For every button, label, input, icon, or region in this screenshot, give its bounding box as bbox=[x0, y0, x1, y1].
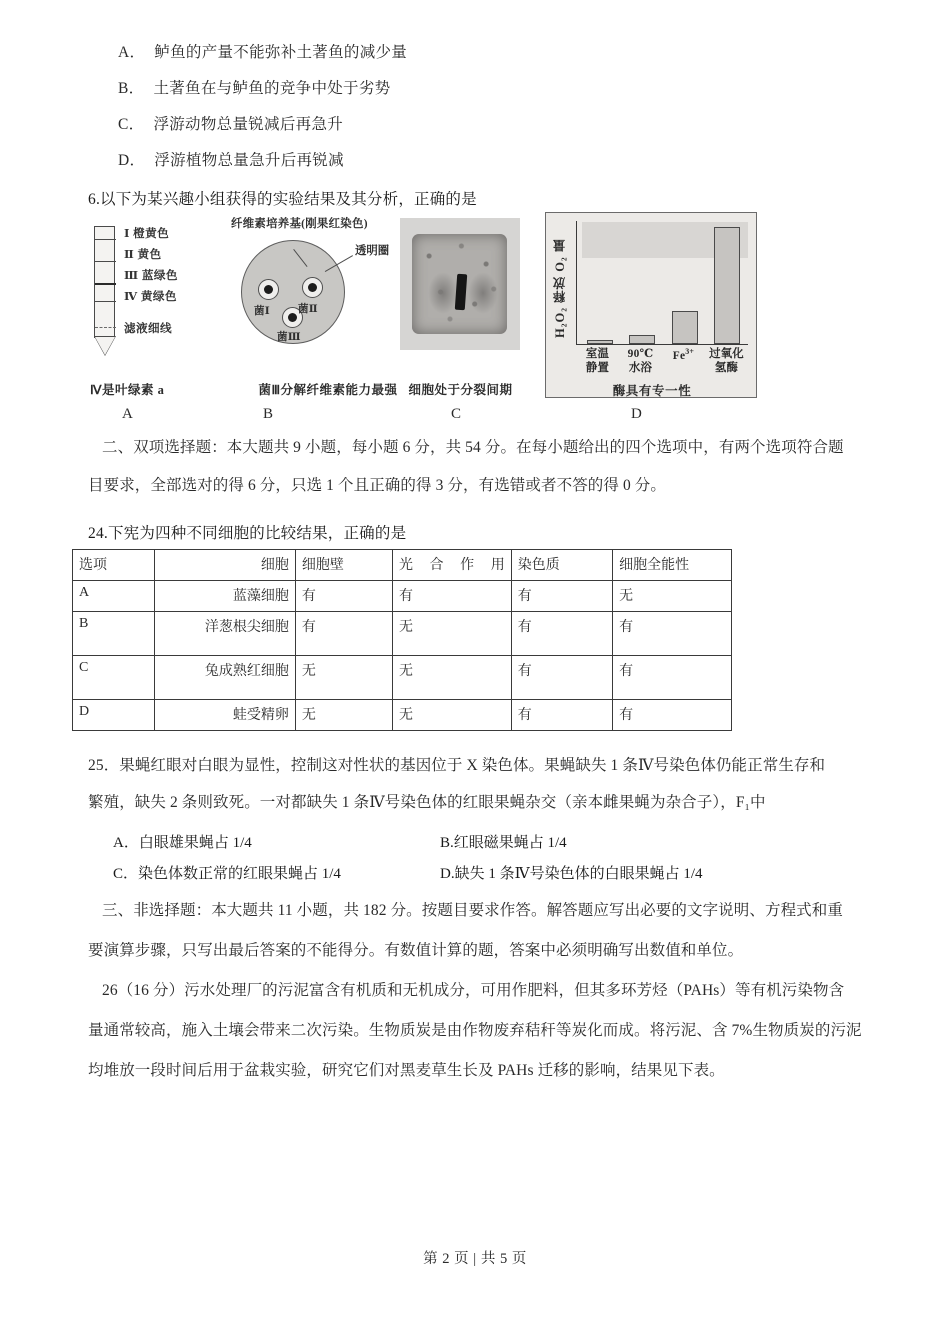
figure-panel-c bbox=[388, 212, 533, 398]
td-photosynthesis: 无 bbox=[392, 612, 511, 656]
option-letter: D． bbox=[118, 152, 146, 169]
td-chromatin: 有 bbox=[511, 656, 612, 700]
colony-icon bbox=[258, 279, 279, 300]
bar-catalase bbox=[714, 227, 740, 343]
band-name: 黄色 bbox=[137, 248, 162, 261]
figure-letter-b: B bbox=[263, 406, 274, 422]
colony-label: 菌Ⅰ bbox=[254, 306, 271, 317]
medium-label: 纤维素培养基(刚果红染色) bbox=[231, 218, 368, 230]
band-roman: Ⅲ bbox=[124, 269, 139, 282]
table-row bbox=[73, 700, 732, 731]
question26-line-3: 均堆放一段时间后用于盆栽实验，研究它们对黑麦草生长及 PAHs 迁移的影响，结果见下表。 bbox=[88, 1062, 725, 1079]
table-row bbox=[73, 656, 732, 700]
td-totipotency: 有 bbox=[613, 656, 732, 700]
td-option: D bbox=[73, 700, 155, 731]
x-tick: 90℃ 水浴 bbox=[627, 348, 654, 375]
td-cell: 蛙受精卵 bbox=[155, 700, 295, 731]
th-chromatin: 染色质 bbox=[511, 550, 612, 581]
option-letter: A． bbox=[118, 44, 146, 61]
option-b: B.红眼磁果蝇占 1/4 bbox=[440, 835, 567, 851]
question24-table bbox=[72, 549, 732, 731]
x-tick: 室温 静置 bbox=[585, 348, 610, 375]
td-photosynthesis: 无 bbox=[392, 656, 511, 700]
question26-line-1: 26（16 分）污水处理厂的污泥富含有机质和无机成分，可用作肥料，但其多环芳烃（PAHs）等有机污染物含 bbox=[102, 982, 845, 999]
question25 bbox=[88, 758, 888, 891]
td-photosynthesis: 有 bbox=[392, 581, 511, 612]
question25-options bbox=[88, 831, 888, 891]
td-cell: 蓝藻细胞 bbox=[155, 581, 295, 612]
colony-label: 菌Ⅲ bbox=[277, 332, 301, 343]
td-totipotency: 有 bbox=[613, 612, 732, 656]
panel-a-caption: Ⅳ是叶绿素 a bbox=[90, 383, 165, 397]
chart-x-tick-labels bbox=[576, 347, 748, 376]
option-text: 土著鱼在与鲈鱼的竞争中处于劣势 bbox=[153, 80, 391, 97]
band-roman: Ⅰ bbox=[124, 227, 130, 240]
question24-stem: 24.下宪为四种不同细胞的比较结果，正确的是 bbox=[88, 525, 407, 542]
option-d: D.缺失 1 条Ⅳ号染色体的白眼果蝇占 1/4 bbox=[440, 866, 703, 882]
td-totipotency: 无 bbox=[613, 581, 732, 612]
option-text: 浮游植物总量急升后再锐减 bbox=[154, 152, 344, 169]
micrograph-image bbox=[400, 218, 520, 350]
td-cell-wall: 有 bbox=[295, 612, 392, 656]
bar-fe3 bbox=[672, 311, 698, 344]
td-cell-wall: 有 bbox=[295, 581, 392, 612]
option-row bbox=[118, 153, 818, 169]
td-option: A bbox=[73, 581, 155, 612]
chart-bars bbox=[579, 222, 748, 344]
th-cell: 细胞 bbox=[155, 550, 295, 581]
figure-letter-a: A bbox=[122, 406, 133, 422]
question6-figure bbox=[88, 212, 768, 398]
td-chromatin: 有 bbox=[511, 700, 612, 731]
band-name: 黄绿色 bbox=[140, 290, 177, 303]
td-cell-wall: 无 bbox=[295, 700, 392, 731]
section-3-line-2: 要演算步骤，只写出最后答案的不能得分。有数值计算的题，答案中必须明确写出数值和单位。 bbox=[88, 941, 744, 959]
question25-line-1: 25．果蝇红眼对白眼为显性，控制这对性状的基因位于 X 染色体。果蝇缺失 1 条Ⅳ号染色体仍能正常生存和 bbox=[88, 757, 826, 774]
table-row bbox=[73, 581, 732, 612]
option-row bbox=[118, 45, 818, 61]
figure-letter-d: D bbox=[631, 406, 642, 422]
th-cell-wall: 细胞壁 bbox=[295, 550, 392, 581]
enzyme-bar-chart bbox=[545, 212, 757, 398]
option-c: C．染色体数正常的红眼果蝇占 1/4 bbox=[113, 866, 341, 882]
td-cell: 洋葱根尖细胞 bbox=[155, 612, 295, 656]
section-2-instructions bbox=[88, 440, 878, 515]
bar-room-temp bbox=[587, 340, 613, 343]
option-letter: B． bbox=[118, 80, 145, 97]
section-3-line-1: 三、非选择题：本大题共 11 小题，共 182 分。按题目要求作答。解答题应写出必要的文字说明、方程式和重 bbox=[102, 902, 843, 919]
panel-c-caption: 细胞处于分裂间期 bbox=[408, 383, 513, 397]
figure-letter-c: C bbox=[451, 406, 462, 422]
question5-options bbox=[118, 45, 818, 189]
td-chromatin: 有 bbox=[511, 581, 612, 612]
th-option: 选项 bbox=[73, 550, 155, 581]
petri-dish-icon bbox=[241, 240, 345, 344]
option-a: A．白眼雄果蝇占 1/4 bbox=[113, 835, 252, 851]
td-cell: 兔成熟红细胞 bbox=[155, 656, 295, 700]
question26-line-2: 量通常较高，施入土壤会带来二次污染。生物质炭是由作物废弃秸秆等炭化而成。将污泥、含 7%生物质炭的污泥 bbox=[88, 1022, 862, 1039]
chart-axes bbox=[576, 221, 748, 345]
band-name: 蓝绿色 bbox=[141, 269, 178, 282]
table-header-row bbox=[73, 550, 732, 581]
th-totipotency: 细胞全能性 bbox=[613, 550, 732, 581]
section-2-line-2: 目要求，全部选对的得 6 分，只选 1 个且正确的得 3 分，有选错或者不答的得 0 分。 bbox=[88, 476, 667, 494]
figure-panel-d bbox=[545, 212, 763, 398]
table-row bbox=[73, 612, 732, 656]
band-roman: Ⅱ bbox=[124, 248, 135, 261]
option-row bbox=[118, 81, 818, 97]
td-totipotency: 有 bbox=[613, 700, 732, 731]
question26 bbox=[88, 983, 888, 1103]
question6-stem: 6.以下为某兴趣小组获得的实验结果及其分析，正确的是 bbox=[88, 191, 477, 208]
td-photosynthesis: 无 bbox=[392, 700, 511, 731]
option-text: 浮游动物总量锐减后再急升 bbox=[153, 116, 344, 133]
option-text: 鲈鱼的产量不能弥补土著鱼的减少量 bbox=[154, 44, 408, 61]
section-3-instructions bbox=[88, 903, 888, 982]
filter-line-label: 滤液细线 bbox=[124, 322, 172, 335]
band-roman: Ⅳ bbox=[124, 290, 138, 303]
td-option: B bbox=[73, 612, 155, 656]
x-tick: $Fe^{3+}$ bbox=[672, 347, 695, 362]
bar-90c-bath bbox=[629, 335, 655, 343]
td-chromatin: 有 bbox=[511, 612, 612, 656]
question25-line-2: 繁殖，缺失 2 条则致死。一对都缺失 1 条Ⅳ号染色体的红眼果蝇杂交（亲本雌果蝇为杂合子），F₁中 bbox=[88, 793, 766, 811]
option-letter: C． bbox=[118, 116, 145, 133]
x-tick: 过氧化 氢酶 bbox=[709, 348, 744, 375]
clear-zone-label: 透明圈 bbox=[355, 245, 390, 257]
panel-b-caption: 菌Ⅲ分解纤维素能力最强 bbox=[258, 383, 398, 397]
chromatography-tube-icon bbox=[94, 226, 117, 358]
band-name: 橙黄色 bbox=[133, 227, 170, 240]
td-cell-wall: 无 bbox=[295, 656, 392, 700]
option-row bbox=[118, 117, 818, 133]
leader-line bbox=[293, 249, 307, 267]
chart-y-axis-label: H₂O₂ 释放 O₂ 量 bbox=[553, 238, 567, 338]
th-photosynthesis: 光 合 作 用 bbox=[392, 550, 511, 581]
colony-label: 菌Ⅱ bbox=[298, 304, 318, 315]
section-2-line-1: 二、双项选择题：本大题共 9 小题，每小题 6 分，共 54 分。在每小题给出的四个选项中，有两个选项符合题 bbox=[102, 439, 844, 456]
td-option: C bbox=[73, 656, 155, 700]
colony-icon bbox=[302, 277, 323, 298]
page-footer: 第 2 页 | 共 5 页 bbox=[423, 1251, 527, 1267]
panel-d-caption: 酶具有专一性 bbox=[612, 384, 692, 398]
